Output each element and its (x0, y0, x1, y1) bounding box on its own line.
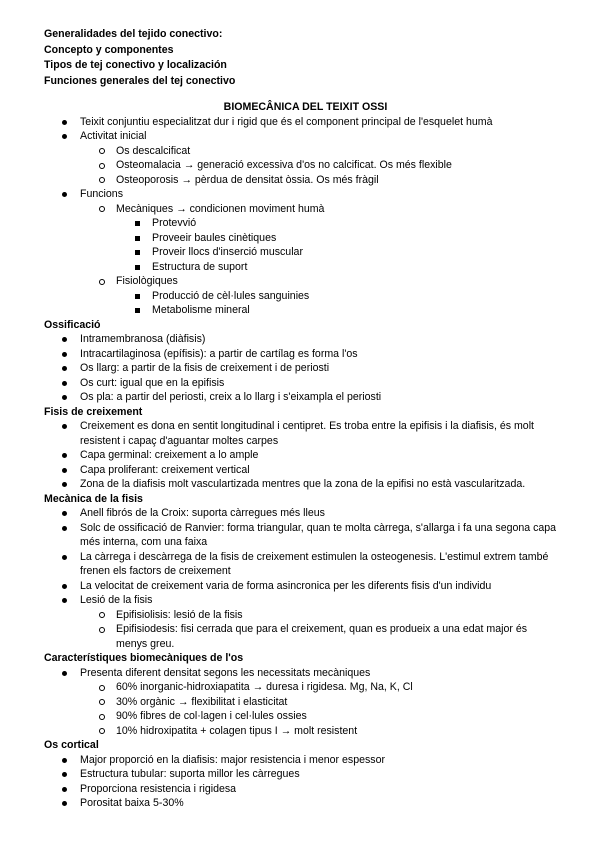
section-heading-cortical: Os cortical (44, 739, 99, 751)
bullet-circle-icon (99, 695, 105, 710)
list-item: Protevvió (44, 216, 559, 231)
bullet-dot-icon (62, 550, 67, 565)
heading-concepto: Concepto y componentes (44, 43, 174, 56)
list-item: Activitat inicial (44, 129, 559, 144)
list-item: Anell fibrós de la Croix: suporta càrregues més lleus (44, 506, 559, 521)
document-body (44, 100, 559, 811)
list-item: Epifisiolisis: lesió de la fisis (44, 608, 559, 623)
section-heading-mecanica: Mecànica de la fisis (44, 492, 143, 505)
bullet-circle-icon (99, 709, 105, 724)
bullet-dot-icon (62, 782, 67, 797)
bullet-circle-icon (99, 608, 105, 623)
list-item: La velocitat de creixement varia de forma asincronica per les diferents fisis d'un individu (44, 579, 559, 594)
bullet-circle-icon (99, 144, 105, 159)
bullet-dot-icon (62, 506, 67, 521)
list-item: Intramembranosa (diàfisis) (44, 332, 559, 347)
list-item: Intracartilaginosa (epífisis): a partir de cartílag es forma l'os (44, 347, 559, 362)
bullet-dot-icon (62, 115, 67, 130)
bullet-circle-icon (99, 158, 105, 173)
list-item: Zona de la diafisis molt vasculartizada mentres que la zona de la epifisi no està vascularitzada. (44, 477, 559, 492)
section-heading-fisis: Fisis de creixement (44, 405, 143, 418)
bullet-square-icon (135, 216, 140, 231)
list-item: Funcions (44, 187, 559, 202)
page-title: BIOMECÂNICA DEL TEIXIT OSSI (223, 101, 388, 113)
bullet-dot-icon (62, 448, 67, 463)
list-item: Capa germinal: creixement a lo ample (44, 448, 559, 463)
list-item: Lesió de la fisis (44, 593, 559, 608)
list-item: 90% fibres de col·lagen i cel·lules ossies (44, 709, 559, 724)
section-heading-ossificacio: Ossificació (44, 318, 101, 331)
bullet-dot-icon (62, 767, 67, 782)
list-item: Producció de cèl·lules sanguinies (44, 289, 559, 304)
bullet-square-icon (135, 231, 140, 246)
bullet-dot-icon (62, 796, 67, 811)
list-item: 10% hidroxipatita + colagen tipus I → molt resistent (44, 724, 559, 739)
section-heading-caracteristiques: Característiques biomecàniques de l'os (44, 652, 244, 664)
bullet-dot-icon (62, 332, 67, 347)
list-item: Major proporció en la diafisis: major resistencia i menor espessor (44, 753, 559, 768)
list-item: 30% orgànic → flexibilitat i elasticitat (44, 695, 559, 710)
bullet-dot-icon (62, 593, 67, 608)
bullet-circle-icon (99, 202, 105, 217)
list-item: Mecàniques → condicionen moviment humà (44, 202, 559, 217)
list-item: La càrrega i descàrrega de la fisis de creixement estimulen la osteogenesis. L'estimul extrem també frenen els factors de creixement (44, 550, 559, 579)
list-item: Proveir llocs d'inserció muscular (44, 245, 559, 260)
bullet-dot-icon (62, 361, 67, 376)
list-item: Estructura tubular: suporta millor les càrregues (44, 767, 559, 782)
list-item: Porositat baixa 5-30% (44, 796, 559, 811)
bullet-square-icon (135, 245, 140, 260)
list-item: Presenta diferent densitat segons les necessitats mecàniques (44, 666, 559, 681)
list-item: Os llarg: a partir de la fisis de creixement i de periosti (44, 361, 559, 376)
list-item: Os descalcificat (44, 144, 559, 159)
bullet-circle-icon (99, 724, 105, 739)
general-headings (44, 27, 235, 89)
bullet-square-icon (135, 260, 140, 275)
heading-funciones: Funciones generales del tej conectivo (44, 74, 236, 87)
list-item: Os curt: igual que en la epifisis (44, 376, 559, 391)
list-item: Os pla: a partir del periosti, creix a lo llarg i s'eixampla el periosti (44, 390, 559, 405)
list-item: Proveeir baules cinètiques (44, 231, 559, 246)
bullet-dot-icon (62, 753, 67, 768)
bullet-square-icon (135, 303, 140, 318)
bullet-dot-icon (62, 347, 67, 362)
list-item: Estructura de suport (44, 260, 559, 275)
bullet-dot-icon (62, 463, 67, 478)
list-item: Capa proliferant: creixement vertical (44, 463, 559, 478)
heading-tipos: Tipos de tej conectivo y localización (44, 59, 227, 71)
bullet-dot-icon (62, 477, 67, 492)
list-item: Teixit conjuntiu especialitzat dur i rigid que és el component principal de l'esquelet humà (44, 115, 559, 130)
heading-generalidades: Generalidades del tejido conectivo: (44, 28, 223, 40)
bullet-circle-icon (99, 622, 105, 637)
bullet-square-icon (135, 289, 140, 304)
list-item: Fisiològiques (44, 274, 559, 289)
list-item: Creixement es dona en sentit longitudinal i centipret. Es troba entre la epifisis i la diafisis, és molt resistent i capaç d'aguantar moltes carpes (44, 419, 559, 448)
list-item: 60% inorganic-hidroxiapatita → duresa i rigidesa. Mg, Na, K, Cl (44, 680, 559, 695)
list-item: Metabolisme mineral (44, 303, 559, 318)
list-item: Epifisiodesis: fisi cerrada que para el creixement, quan es produeix a una edat major és menys greu. (44, 622, 559, 651)
bullet-dot-icon (62, 187, 67, 202)
bullet-dot-icon (62, 419, 67, 434)
bullet-circle-icon (99, 680, 105, 695)
list-item: Osteomalacia → generació excessiva d'os no calcificat. Os més flexible (44, 158, 559, 173)
list-item: Osteoporosis → pèrdua de densitat òssia. Os més fràgil (44, 173, 559, 188)
list-item: Solc de ossificació de Ranvier: forma triangular, quan te molta càrrega, s'allarga i fa una segona capa més interna, com una faixa (44, 521, 559, 550)
bullet-dot-icon (62, 666, 67, 681)
bullet-dot-icon (62, 390, 67, 405)
bullet-circle-icon (99, 274, 105, 289)
list-item: Proporciona resistencia i rigidesa (44, 782, 559, 797)
bullet-dot-icon (62, 521, 67, 536)
bullet-dot-icon (62, 376, 67, 391)
bullet-circle-icon (99, 173, 105, 188)
bullet-dot-icon (62, 129, 67, 144)
bullet-dot-icon (62, 579, 67, 594)
